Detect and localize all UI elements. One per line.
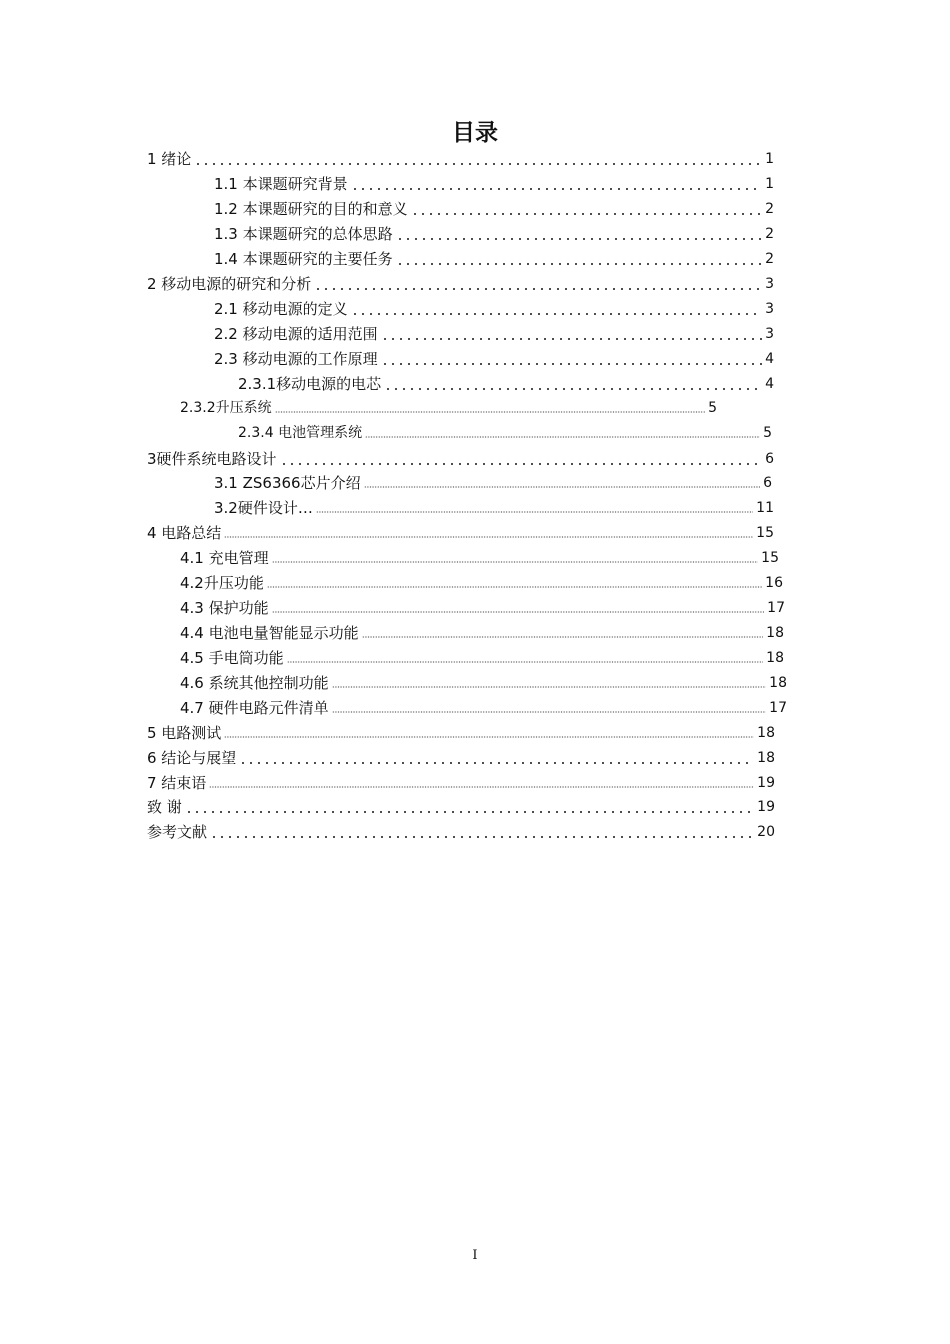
toc-entry-label: 4.1 充电管理 (180, 549, 269, 567)
dot-leader (224, 536, 753, 538)
toc-entry-label: 2.3.4 电池管理系统 (238, 425, 363, 441)
dot-leader (381, 363, 762, 365)
toc-entry[interactable] (238, 373, 774, 395)
toc-entry-label: 致 谢 (147, 798, 182, 816)
toc-entry[interactable] (147, 772, 775, 794)
toc-entry-label: 4.3 保护功能 (180, 599, 269, 617)
dot-leader (314, 288, 762, 290)
toc-entry-page: 3 (765, 301, 774, 317)
toc-entry-page: 19 (757, 799, 775, 815)
toc-entry-label: 2 移动电源的研究和分析 (147, 275, 312, 293)
toc-entry-label: 6 结论与展望 (147, 749, 237, 767)
dot-leader (332, 711, 767, 713)
toc-entry[interactable] (238, 422, 772, 444)
dot-leader (280, 463, 763, 465)
dot-leader (332, 686, 767, 688)
toc-entry[interactable] (214, 248, 774, 270)
dot-leader (396, 263, 762, 265)
toc-entry-page: 17 (767, 600, 785, 616)
toc-entry-label: 3.2硬件设计… (214, 499, 313, 517)
toc-entry-label: 7 结束语 (147, 774, 207, 792)
toc-entry[interactable] (180, 397, 717, 419)
dot-leader (267, 586, 762, 588)
dot-leader (287, 661, 764, 663)
dot-leader (351, 313, 762, 315)
dot-leader (362, 636, 764, 638)
toc-entry-page: 3 (765, 276, 774, 292)
toc-entry[interactable] (147, 796, 775, 818)
toc-entry-label: 2.3.2升压系统 (180, 400, 272, 416)
toc-entry-page: 2 (765, 201, 774, 217)
toc-entry-label: 4.4 电池电量智能显示功能 (180, 624, 359, 642)
dot-leader (381, 338, 762, 340)
toc-entry-label: 1.4 本课题研究的主要任务 (214, 250, 393, 268)
toc-entry-page: 16 (765, 575, 783, 591)
toc-entry-page: 2 (765, 226, 774, 242)
toc-entry-page: 1 (765, 151, 774, 167)
dot-leader (351, 188, 762, 190)
toc-entry-page: 18 (769, 675, 787, 691)
toc-entry[interactable] (147, 747, 775, 769)
toc-entry-label: 3.1 ZS6366芯片介绍 (214, 474, 361, 492)
toc-entry[interactable] (180, 622, 784, 644)
toc-entry[interactable] (180, 547, 779, 569)
toc-entry-page: 19 (757, 775, 775, 791)
dot-leader (411, 213, 762, 215)
toc-entry-label: 1 绪论 (147, 150, 192, 168)
toc-entry-page: 18 (757, 750, 775, 766)
toc-entry-label: 3硬件系统电路设计 (147, 450, 277, 468)
toc-entry[interactable] (147, 448, 774, 470)
dot-leader (194, 163, 762, 165)
toc-entry-page: 2 (765, 251, 774, 267)
toc-entry-label: 4.5 手电筒功能 (180, 649, 284, 667)
toc-entry-label: 2.1 移动电源的定义 (214, 300, 348, 318)
toc-entry[interactable] (214, 173, 774, 195)
toc-entry-page: 15 (756, 525, 774, 541)
toc-entry[interactable] (147, 522, 774, 544)
toc-entry[interactable] (214, 472, 772, 494)
toc-entry[interactable] (180, 597, 785, 619)
toc-entry-page: 5 (763, 425, 772, 441)
toc-entry-label: 1.2 本课题研究的目的和意义 (214, 200, 408, 218)
toc-entry-page: 6 (763, 475, 772, 491)
toc-entry-label: 4.6 系统其他控制功能 (180, 674, 329, 692)
page-number: I (472, 1248, 478, 1263)
toc-entry[interactable] (147, 148, 774, 170)
toc-entry[interactable] (214, 223, 774, 245)
toc-entry-label: 1.1 本课题研究背景 (214, 175, 348, 193)
dot-leader (272, 561, 759, 563)
toc-entry-page: 3 (765, 326, 774, 342)
dot-leader (364, 486, 760, 488)
toc-entry[interactable] (147, 722, 775, 744)
toc-entry-label: 4.2升压功能 (180, 574, 264, 592)
toc-entry-label: 2.3 移动电源的工作原理 (214, 350, 378, 368)
dot-leader (365, 436, 760, 438)
toc-entry-label: 参考文献 (147, 823, 208, 841)
dot-leader (185, 811, 754, 813)
toc-entry-page: 11 (756, 500, 774, 516)
toc-entry-label: 4 电路总结 (147, 524, 222, 542)
dot-leader (275, 411, 705, 413)
dot-leader (316, 511, 753, 513)
toc-entry-label: 1.3 本课题研究的总体思路 (214, 225, 393, 243)
toc-entry-page: 4 (765, 376, 774, 392)
dot-leader (209, 786, 754, 788)
toc-entry-label: 5 电路测试 (147, 724, 222, 742)
toc-entry-page: 1 (765, 176, 774, 192)
toc-entry[interactable] (180, 647, 784, 669)
toc-entry[interactable] (180, 672, 787, 694)
dot-leader (224, 736, 754, 738)
toc-entry[interactable] (214, 198, 774, 220)
dot-leader (396, 238, 762, 240)
toc-title: 目录 (452, 120, 498, 146)
toc-entry-page: 18 (766, 650, 784, 666)
toc-entry-page: 20 (757, 824, 775, 840)
toc-entry[interactable] (147, 821, 775, 843)
toc-entry-page: 5 (708, 400, 717, 416)
toc-entry-label: 2.2 移动电源的适用范围 (214, 325, 378, 343)
toc-entry[interactable] (214, 323, 774, 345)
dot-leader (210, 836, 754, 838)
toc-entry-page: 17 (769, 700, 787, 716)
toc-entry-label: 2.3.1移动电源的电芯 (238, 375, 382, 393)
toc-entry[interactable] (147, 273, 774, 295)
dot-leader (272, 611, 765, 613)
toc-entry-page: 15 (761, 550, 779, 566)
toc-entry-page: 4 (765, 351, 774, 367)
toc-entry[interactable] (180, 572, 783, 594)
dot-leader (239, 762, 754, 764)
toc-entry-page: 18 (766, 625, 784, 641)
toc-entry[interactable] (214, 298, 774, 320)
toc-entry[interactable] (180, 697, 787, 719)
toc-entry-page: 18 (757, 725, 775, 741)
dot-leader (384, 388, 762, 390)
toc-entry[interactable] (214, 348, 774, 370)
toc-entry-label: 4.7 硬件电路元件清单 (180, 699, 329, 717)
toc-entry-page: 6 (765, 451, 774, 467)
toc-entry[interactable] (214, 497, 774, 519)
